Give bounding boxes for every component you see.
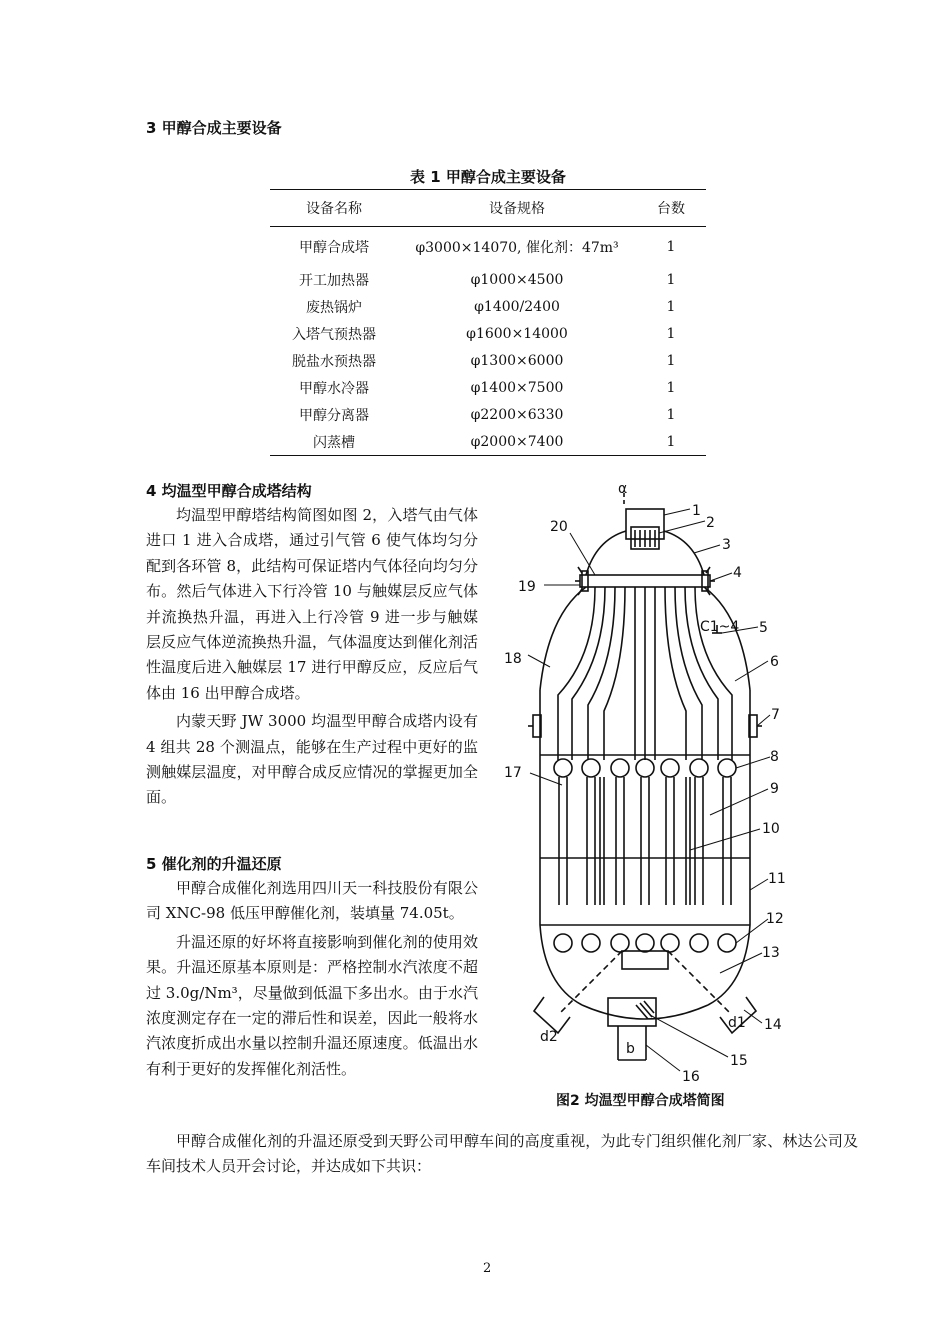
label-d2: d2 [540, 1029, 558, 1045]
table-header-cell: 设备规格 [398, 190, 636, 227]
label-17: 17 [504, 765, 522, 781]
label-5: 5 [759, 620, 768, 636]
paragraph: 内蒙天野 JW 3000 均温型甲醇合成塔内设有 4 组共 28 个测温点，能够在生产过程中更好的监测触媒层温度，对甲醇合成反应情况的掌握更加全面。 [146, 712, 478, 807]
section5-title: 5 催化剂的升温还原 [146, 855, 282, 873]
table-row [270, 294, 706, 321]
paragraph: 甲醇合成催化剂选用四川天一科技股份有限公司 XNC-98 低压甲醇催化剂，装填量 74.05t。 [146, 879, 478, 923]
table-header-cell: 设备名称 [270, 190, 398, 227]
label-13: 13 [762, 945, 780, 961]
table-row [270, 429, 706, 456]
label-20: 20 [550, 519, 568, 535]
table-row [270, 321, 706, 348]
table-cell: 1 [666, 272, 676, 288]
section5-body [146, 876, 478, 1082]
table-cell: 1 [666, 407, 676, 423]
section4-body [146, 503, 478, 811]
table1-caption: 表 1 甲醇合成主要设备 [410, 168, 566, 186]
table-cell: 开工加热器 [299, 273, 369, 289]
table-cell: 甲醇合成塔 [299, 239, 369, 256]
table-cell: φ3000×14070, 催化剂：47m³ [415, 239, 619, 256]
equipment-table [270, 189, 706, 456]
table-cell: 1 [666, 326, 676, 342]
figure2-caption: 图2 均温型甲醇合成塔简图 [556, 1093, 725, 1109]
table-cell: 废热锅炉 [306, 300, 362, 316]
table-cell: 甲醇水冷器 [299, 381, 369, 397]
table-row [270, 267, 706, 294]
label-d1: d1 [728, 1015, 746, 1031]
table-cell: 1 [666, 238, 676, 255]
table-header-row [270, 190, 706, 227]
table-cell: 甲醇分离器 [299, 408, 369, 424]
table-cell: 脱盐水预热器 [292, 354, 376, 370]
page-number: 2 [483, 1261, 492, 1276]
table-cell: φ2200×6330 [470, 407, 564, 423]
label-3: 3 [722, 537, 731, 553]
reactor-diagram [500, 485, 840, 1085]
table-cell: 1 [666, 380, 676, 396]
table-cell: 1 [666, 299, 676, 315]
table-cell: φ1000×4500 [470, 272, 564, 288]
table-cell: φ1300×6000 [470, 353, 564, 369]
table-cell: 入塔气预热器 [292, 327, 376, 343]
table-cell: 1 [666, 353, 676, 369]
label-19: 19 [518, 579, 536, 595]
label-1: 1 [692, 503, 701, 519]
paragraph: 甲醇合成催化剂的升温还原受到天野公司甲醇车间的高度重视，为此专门组织催化剂厂家、林达公司及车间技术人员开会讨论，并达成如下共识： [146, 1132, 858, 1176]
label-4: 4 [733, 565, 742, 581]
table-cell: φ1600×14000 [466, 326, 568, 342]
table-row [270, 402, 706, 429]
paragraph: 升温还原的好坏将直接影响到催化剂的使用效果。升温还原基本原则是：严格控制水汽浓度不超过 3.0g/Nm³，尽量做到低温下多出水。由于水汽浓度测定存在一定的滞后性和误差，因此一般将水汽浓度折成出水量以控制升温还原速度。低温出水有利于更好的发挥催化剂活性。 [146, 932, 478, 1078]
table-row [270, 375, 706, 402]
section4-title: 4 均温型甲醇合成塔结构 [146, 482, 312, 500]
section3-title: 3 甲醇合成主要设备 [146, 119, 282, 137]
section5-body-full [146, 1129, 858, 1180]
label-a: α [618, 485, 628, 497]
label-8: 8 [770, 749, 779, 765]
table-cell: φ1400×7500 [470, 380, 564, 396]
table-header-cell: 台数 [636, 190, 706, 227]
label-11: 11 [768, 871, 786, 887]
table-cell: 闪蒸槽 [270, 429, 398, 456]
table-cell: φ2000×7400 [398, 429, 636, 456]
label-6: 6 [770, 654, 779, 670]
label-10: 10 [762, 821, 780, 837]
label-c: C1~4 [700, 619, 740, 635]
paragraph: 均温型甲醇塔结构简图如图 2，入塔气由气体进口 1 进入合成塔，通过引气管 6 使气体均匀分配到各环管 8，此结构可保证塔内气体径向均匀分布。然后气体进入下行冷管 10 与触媒层反应气体并流换热升温，再进入上行冷管 9 进一步与触媒层反应气体逆流换热升温，气体温度达到催化剂活性温度后进入触媒层 17 进行甲醇反应，反应后气体由 16 出甲醇合成塔。 [146, 506, 478, 702]
label-2: 2 [706, 515, 715, 531]
label-9: 9 [770, 781, 779, 797]
table-cell: 1 [636, 429, 706, 456]
label-14: 14 [764, 1017, 782, 1033]
table-row [270, 348, 706, 375]
label-15: 15 [730, 1053, 748, 1069]
label-16: 16 [682, 1069, 700, 1085]
label-18: 18 [504, 651, 522, 667]
label-7: 7 [771, 707, 780, 723]
table-row [270, 227, 706, 267]
label-12: 12 [766, 911, 784, 927]
label-b: b [626, 1041, 635, 1057]
table-cell: φ1400/2400 [474, 299, 560, 315]
